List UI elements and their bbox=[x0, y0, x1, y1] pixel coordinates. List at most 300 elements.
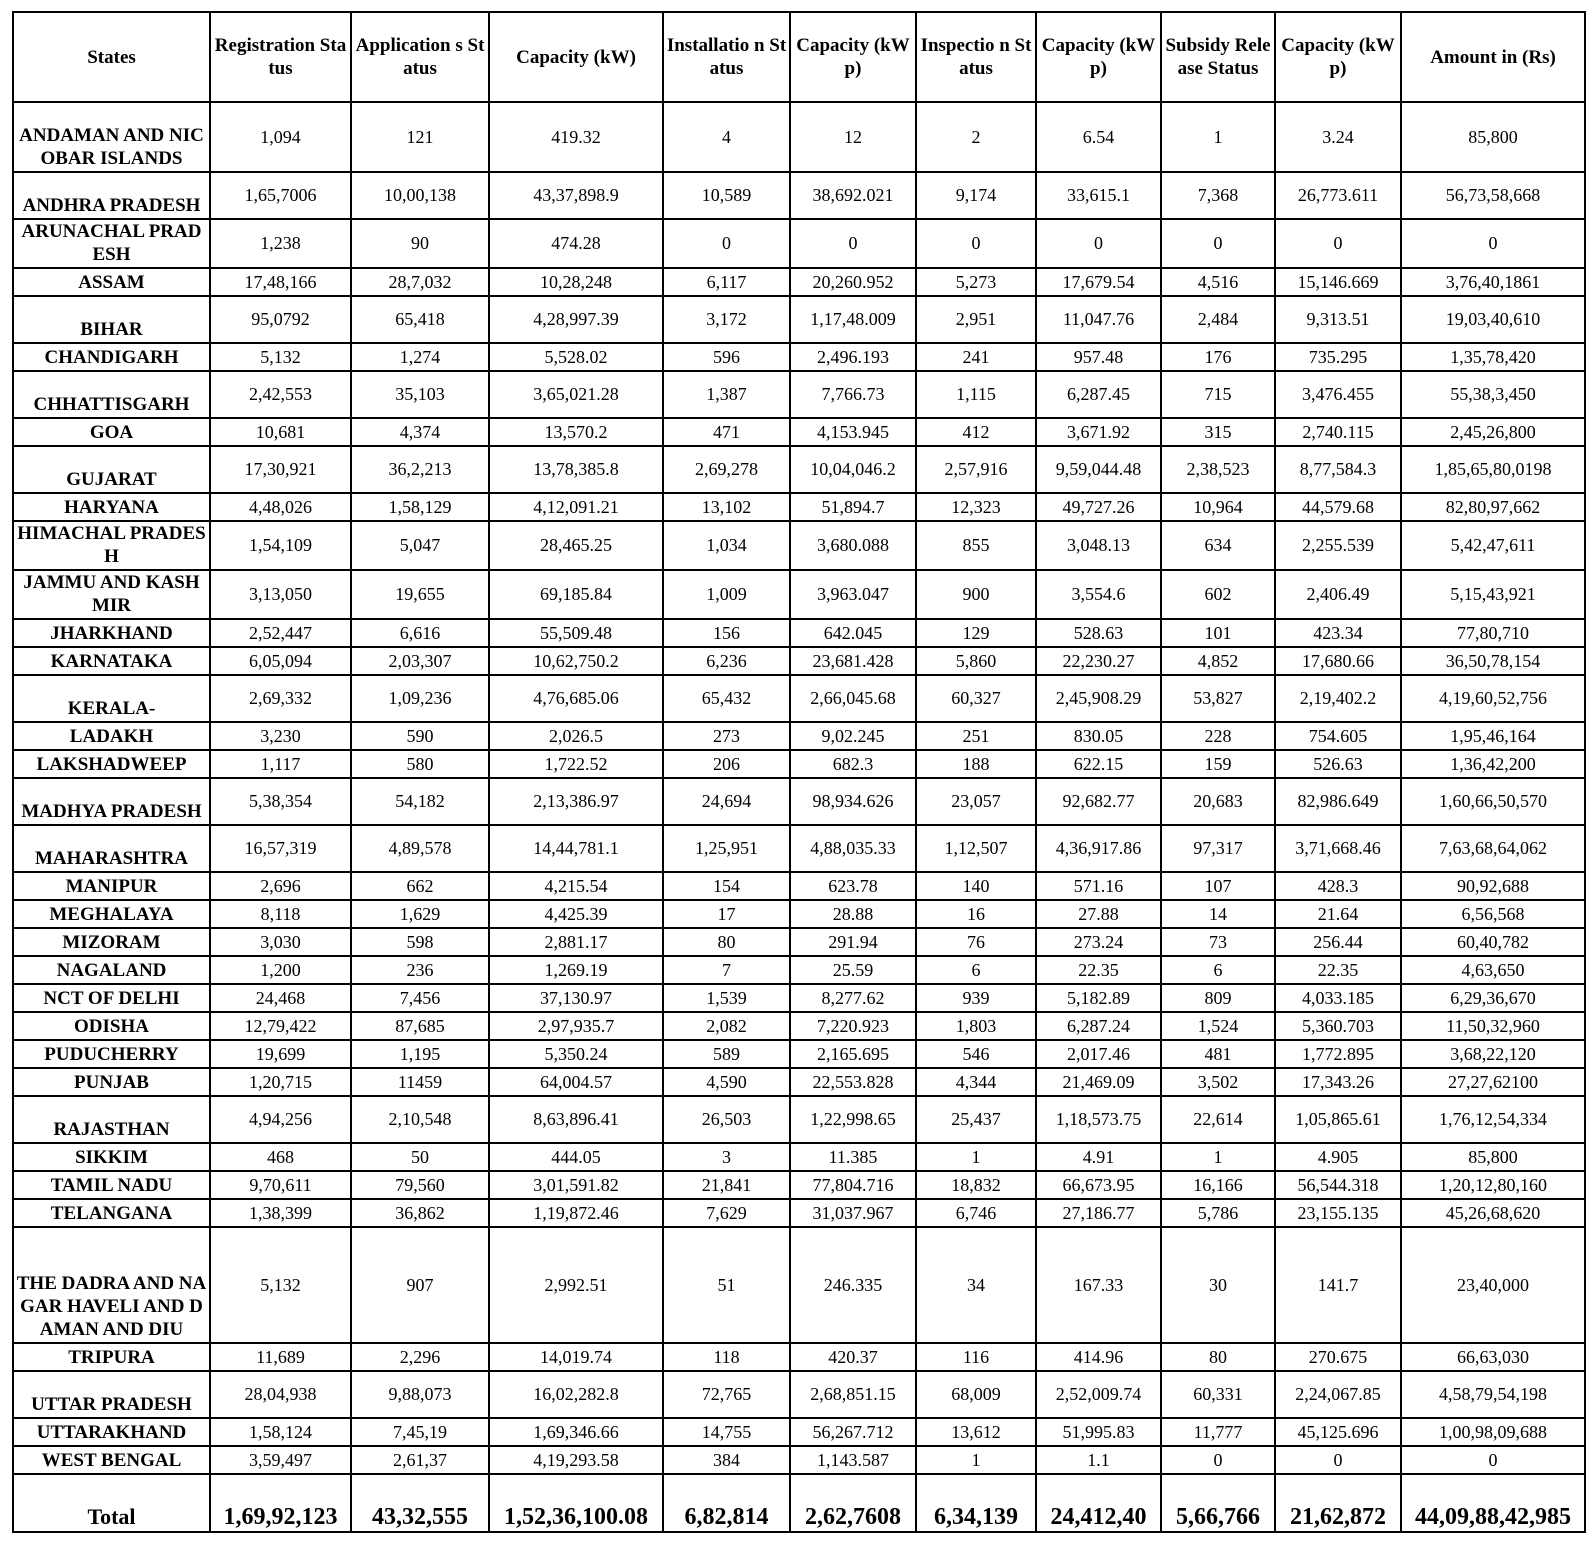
cell-subsidy: 97,317 bbox=[1161, 825, 1275, 872]
cell-applications: 907 bbox=[351, 1227, 489, 1343]
cell-inspection-capacity: 622.15 bbox=[1036, 750, 1161, 778]
cell-capacity-kw: 444.05 bbox=[489, 1143, 663, 1171]
cell-inspection-capacity: 6,287.24 bbox=[1036, 1012, 1161, 1040]
cell-subsidy-capacity: 5,360.703 bbox=[1275, 1012, 1401, 1040]
cell-installation-capacity: 3,680.088 bbox=[790, 521, 916, 570]
cell-subsidy-capacity: 2,406.49 bbox=[1275, 570, 1401, 619]
cell-subsidy-capacity: 2,740.115 bbox=[1275, 418, 1401, 446]
cell-inspection-capacity: 528.63 bbox=[1036, 619, 1161, 647]
cell-capacity-kw: 3,01,591.82 bbox=[489, 1171, 663, 1199]
cell-amount: 85,800 bbox=[1401, 1143, 1585, 1171]
cell-subsidy: 481 bbox=[1161, 1040, 1275, 1068]
total-cell-applications: 43,32,555 bbox=[351, 1474, 489, 1532]
cell-capacity-kw: 5,528.02 bbox=[489, 343, 663, 371]
cell-subsidy-capacity: 3,476.455 bbox=[1275, 371, 1401, 418]
table-row bbox=[13, 172, 1585, 219]
cell-subsidy-capacity: 21.64 bbox=[1275, 900, 1401, 928]
table-row bbox=[13, 1446, 1585, 1474]
cell-amount: 4,19,60,52,756 bbox=[1401, 675, 1585, 722]
cell-installation: 154 bbox=[663, 872, 790, 900]
cell-subsidy-capacity: 526.63 bbox=[1275, 750, 1401, 778]
cell-applications: 65,418 bbox=[351, 296, 489, 343]
cell-applications: 4,374 bbox=[351, 418, 489, 446]
cell-inspection-capacity: 1,18,573.75 bbox=[1036, 1096, 1161, 1143]
cell-installation: 156 bbox=[663, 619, 790, 647]
cell-inspection: 241 bbox=[916, 343, 1036, 371]
cell-installation: 72,765 bbox=[663, 1371, 790, 1418]
cell-amount: 45,26,68,620 bbox=[1401, 1199, 1585, 1227]
cell-state: ODISHA bbox=[13, 1012, 210, 1040]
cell-registration: 1,58,124 bbox=[210, 1418, 351, 1446]
cell-registration: 5,38,354 bbox=[210, 778, 351, 825]
cell-installation-capacity: 51,894.7 bbox=[790, 493, 916, 521]
cell-capacity-kw: 14,44,781.1 bbox=[489, 825, 663, 872]
cell-subsidy: 0 bbox=[1161, 1446, 1275, 1474]
table-row bbox=[13, 418, 1585, 446]
cell-applications: 36,2,213 bbox=[351, 446, 489, 493]
cell-installation-capacity: 98,934.626 bbox=[790, 778, 916, 825]
cell-amount: 1,35,78,420 bbox=[1401, 343, 1585, 371]
cell-applications: 590 bbox=[351, 722, 489, 750]
cell-installation: 7,629 bbox=[663, 1199, 790, 1227]
state-solar-status-table bbox=[12, 11, 1586, 1533]
cell-installation-capacity: 12 bbox=[790, 102, 916, 172]
cell-subsidy-capacity: 2,19,402.2 bbox=[1275, 675, 1401, 722]
cell-inspection-capacity: 414.96 bbox=[1036, 1343, 1161, 1371]
cell-registration: 2,42,553 bbox=[210, 371, 351, 418]
cell-subsidy-capacity: 1,05,865.61 bbox=[1275, 1096, 1401, 1143]
cell-subsidy-capacity: 23,155.135 bbox=[1275, 1199, 1401, 1227]
cell-registration: 3,230 bbox=[210, 722, 351, 750]
cell-amount: 5,15,43,921 bbox=[1401, 570, 1585, 619]
cell-inspection: 4,344 bbox=[916, 1068, 1036, 1096]
table-row bbox=[13, 825, 1585, 872]
cell-installation-capacity: 1,143.587 bbox=[790, 1446, 916, 1474]
cell-registration: 6,05,094 bbox=[210, 647, 351, 675]
cell-state: GUJARAT bbox=[13, 446, 210, 493]
header-subsidy-capacity: Capacity (kWp) bbox=[1275, 12, 1401, 102]
cell-subsidy: 2,484 bbox=[1161, 296, 1275, 343]
cell-applications: 236 bbox=[351, 956, 489, 984]
cell-subsidy: 80 bbox=[1161, 1343, 1275, 1371]
cell-inspection-capacity: 830.05 bbox=[1036, 722, 1161, 750]
cell-registration: 3,13,050 bbox=[210, 570, 351, 619]
table-row bbox=[13, 872, 1585, 900]
table-row bbox=[13, 1040, 1585, 1068]
cell-inspection: 5,273 bbox=[916, 268, 1036, 296]
cell-installation-capacity: 31,037.967 bbox=[790, 1199, 916, 1227]
cell-subsidy: 101 bbox=[1161, 619, 1275, 647]
cell-registration: 1,20,715 bbox=[210, 1068, 351, 1096]
cell-inspection-capacity: 2,017.46 bbox=[1036, 1040, 1161, 1068]
data-table-container bbox=[12, 11, 1584, 1533]
cell-installation-capacity: 4,88,035.33 bbox=[790, 825, 916, 872]
cell-registration: 3,030 bbox=[210, 928, 351, 956]
cell-inspection: 1 bbox=[916, 1446, 1036, 1474]
cell-amount: 77,80,710 bbox=[1401, 619, 1585, 647]
cell-applications: 54,182 bbox=[351, 778, 489, 825]
cell-installation-capacity: 623.78 bbox=[790, 872, 916, 900]
cell-registration: 1,094 bbox=[210, 102, 351, 172]
cell-subsidy: 0 bbox=[1161, 219, 1275, 268]
cell-inspection-capacity: 3,554.6 bbox=[1036, 570, 1161, 619]
cell-subsidy-capacity: 141.7 bbox=[1275, 1227, 1401, 1343]
cell-subsidy: 107 bbox=[1161, 872, 1275, 900]
cell-installation-capacity: 7,220.923 bbox=[790, 1012, 916, 1040]
table-row bbox=[13, 102, 1585, 172]
cell-registration: 24,468 bbox=[210, 984, 351, 1012]
cell-subsidy: 1 bbox=[1161, 1143, 1275, 1171]
cell-applications: 4,89,578 bbox=[351, 825, 489, 872]
cell-state: JHARKHAND bbox=[13, 619, 210, 647]
cell-inspection-capacity: 4.91 bbox=[1036, 1143, 1161, 1171]
cell-capacity-kw: 64,004.57 bbox=[489, 1068, 663, 1096]
cell-applications: 5,047 bbox=[351, 521, 489, 570]
table-row bbox=[13, 296, 1585, 343]
cell-registration: 4,94,256 bbox=[210, 1096, 351, 1143]
cell-amount: 90,92,688 bbox=[1401, 872, 1585, 900]
cell-inspection-capacity: 17,679.54 bbox=[1036, 268, 1161, 296]
cell-subsidy: 809 bbox=[1161, 984, 1275, 1012]
table-row bbox=[13, 1227, 1585, 1343]
cell-state: ANDAMAN AND NICOBAR ISLANDS bbox=[13, 102, 210, 172]
table-row bbox=[13, 570, 1585, 619]
cell-subsidy: 159 bbox=[1161, 750, 1275, 778]
cell-inspection: 76 bbox=[916, 928, 1036, 956]
cell-installation: 1,034 bbox=[663, 521, 790, 570]
cell-inspection-capacity: 2,45,908.29 bbox=[1036, 675, 1161, 722]
cell-subsidy-capacity: 8,77,584.3 bbox=[1275, 446, 1401, 493]
cell-subsidy-capacity: 17,343.26 bbox=[1275, 1068, 1401, 1096]
cell-inspection: 1,115 bbox=[916, 371, 1036, 418]
table-row bbox=[13, 1199, 1585, 1227]
cell-installation-capacity: 20,260.952 bbox=[790, 268, 916, 296]
cell-state: GOA bbox=[13, 418, 210, 446]
cell-state: HARYANA bbox=[13, 493, 210, 521]
cell-state: ARUNACHAL PRADESH bbox=[13, 219, 210, 268]
cell-capacity-kw: 2,881.17 bbox=[489, 928, 663, 956]
cell-applications: 11459 bbox=[351, 1068, 489, 1096]
cell-subsidy: 634 bbox=[1161, 521, 1275, 570]
cell-inspection-capacity: 957.48 bbox=[1036, 343, 1161, 371]
cell-capacity-kw: 1,69,346.66 bbox=[489, 1418, 663, 1446]
cell-subsidy: 11,777 bbox=[1161, 1418, 1275, 1446]
cell-registration: 17,48,166 bbox=[210, 268, 351, 296]
cell-installation: 4 bbox=[663, 102, 790, 172]
table-row bbox=[13, 521, 1585, 570]
cell-subsidy-capacity: 2,255.539 bbox=[1275, 521, 1401, 570]
header-installation-status: Installatio n Status bbox=[663, 12, 790, 102]
cell-subsidy-capacity: 26,773.611 bbox=[1275, 172, 1401, 219]
cell-subsidy: 715 bbox=[1161, 371, 1275, 418]
cell-registration: 5,132 bbox=[210, 1227, 351, 1343]
cell-amount: 36,50,78,154 bbox=[1401, 647, 1585, 675]
cell-amount: 1,20,12,80,160 bbox=[1401, 1171, 1585, 1199]
cell-applications: 87,685 bbox=[351, 1012, 489, 1040]
cell-applications: 2,296 bbox=[351, 1343, 489, 1371]
total-cell-amount: 44,09,88,42,985 bbox=[1401, 1474, 1585, 1532]
cell-capacity-kw: 2,026.5 bbox=[489, 722, 663, 750]
cell-installation: 17 bbox=[663, 900, 790, 928]
cell-capacity-kw: 474.28 bbox=[489, 219, 663, 268]
cell-capacity-kw: 43,37,898.9 bbox=[489, 172, 663, 219]
cell-subsidy-capacity: 423.34 bbox=[1275, 619, 1401, 647]
cell-subsidy-capacity: 754.605 bbox=[1275, 722, 1401, 750]
cell-state: CHANDIGARH bbox=[13, 343, 210, 371]
cell-subsidy: 176 bbox=[1161, 343, 1275, 371]
cell-installation: 1,25,951 bbox=[663, 825, 790, 872]
cell-amount: 6,56,568 bbox=[1401, 900, 1585, 928]
cell-applications: 580 bbox=[351, 750, 489, 778]
cell-applications: 1,09,236 bbox=[351, 675, 489, 722]
cell-subsidy-capacity: 428.3 bbox=[1275, 872, 1401, 900]
cell-inspection-capacity: 49,727.26 bbox=[1036, 493, 1161, 521]
cell-state: NCT OF DELHI bbox=[13, 984, 210, 1012]
cell-installation: 10,589 bbox=[663, 172, 790, 219]
cell-inspection: 900 bbox=[916, 570, 1036, 619]
cell-amount: 82,80,97,662 bbox=[1401, 493, 1585, 521]
table-row bbox=[13, 750, 1585, 778]
cell-amount: 60,40,782 bbox=[1401, 928, 1585, 956]
table-row bbox=[13, 1343, 1585, 1371]
cell-inspection: 0 bbox=[916, 219, 1036, 268]
cell-installation-capacity: 2,165.695 bbox=[790, 1040, 916, 1068]
cell-subsidy-capacity: 4.905 bbox=[1275, 1143, 1401, 1171]
cell-state: UTTAR PRADESH bbox=[13, 1371, 210, 1418]
cell-installation: 3 bbox=[663, 1143, 790, 1171]
cell-capacity-kw: 2,13,386.97 bbox=[489, 778, 663, 825]
cell-installation-capacity: 0 bbox=[790, 219, 916, 268]
cell-amount: 1,85,65,80,0198 bbox=[1401, 446, 1585, 493]
cell-installation-capacity: 77,804.716 bbox=[790, 1171, 916, 1199]
cell-subsidy-capacity: 0 bbox=[1275, 1446, 1401, 1474]
cell-inspection: 2 bbox=[916, 102, 1036, 172]
cell-capacity-kw: 419.32 bbox=[489, 102, 663, 172]
cell-inspection: 25,437 bbox=[916, 1096, 1036, 1143]
cell-amount: 11,50,32,960 bbox=[1401, 1012, 1585, 1040]
cell-inspection-capacity: 9,59,044.48 bbox=[1036, 446, 1161, 493]
cell-subsidy-capacity: 9,313.51 bbox=[1275, 296, 1401, 343]
cell-inspection: 251 bbox=[916, 722, 1036, 750]
total-cell-installation-capacity: 2,62,7608 bbox=[790, 1474, 916, 1532]
cell-installation-capacity: 11.385 bbox=[790, 1143, 916, 1171]
cell-state: BIHAR bbox=[13, 296, 210, 343]
header-amount-rs: Amount in (Rs) bbox=[1401, 12, 1585, 102]
cell-installation-capacity: 9,02.245 bbox=[790, 722, 916, 750]
cell-installation: 7 bbox=[663, 956, 790, 984]
cell-subsidy: 7,368 bbox=[1161, 172, 1275, 219]
cell-installation: 21,841 bbox=[663, 1171, 790, 1199]
cell-state: THE DADRA AND NAGAR HAVELI AND DAMAN AND DIU bbox=[13, 1227, 210, 1343]
cell-installation: 471 bbox=[663, 418, 790, 446]
table-row bbox=[13, 928, 1585, 956]
cell-registration: 468 bbox=[210, 1143, 351, 1171]
cell-amount: 4,63,650 bbox=[1401, 956, 1585, 984]
cell-inspection: 34 bbox=[916, 1227, 1036, 1343]
cell-subsidy-capacity: 0 bbox=[1275, 219, 1401, 268]
cell-installation: 3,172 bbox=[663, 296, 790, 343]
cell-inspection: 546 bbox=[916, 1040, 1036, 1068]
cell-registration: 1,117 bbox=[210, 750, 351, 778]
cell-state: MIZORAM bbox=[13, 928, 210, 956]
cell-inspection: 16 bbox=[916, 900, 1036, 928]
table-row bbox=[13, 1143, 1585, 1171]
cell-amount: 4,58,79,54,198 bbox=[1401, 1371, 1585, 1418]
cell-state: NAGALAND bbox=[13, 956, 210, 984]
cell-applications: 10,00,138 bbox=[351, 172, 489, 219]
cell-state: UTTARAKHAND bbox=[13, 1418, 210, 1446]
cell-installation: 80 bbox=[663, 928, 790, 956]
cell-capacity-kw: 13,78,385.8 bbox=[489, 446, 663, 493]
cell-capacity-kw: 14,019.74 bbox=[489, 1343, 663, 1371]
cell-applications: 90 bbox=[351, 219, 489, 268]
cell-capacity-kw: 28,465.25 bbox=[489, 521, 663, 570]
cell-capacity-kw: 1,19,872.46 bbox=[489, 1199, 663, 1227]
cell-subsidy: 30 bbox=[1161, 1227, 1275, 1343]
cell-capacity-kw: 10,28,248 bbox=[489, 268, 663, 296]
cell-registration: 5,132 bbox=[210, 343, 351, 371]
cell-registration: 3,59,497 bbox=[210, 1446, 351, 1474]
cell-subsidy: 73 bbox=[1161, 928, 1275, 956]
cell-installation-capacity: 3,963.047 bbox=[790, 570, 916, 619]
cell-state: SIKKIM bbox=[13, 1143, 210, 1171]
cell-subsidy: 228 bbox=[1161, 722, 1275, 750]
cell-capacity-kw: 3,65,021.28 bbox=[489, 371, 663, 418]
cell-capacity-kw: 1,269.19 bbox=[489, 956, 663, 984]
cell-applications: 2,10,548 bbox=[351, 1096, 489, 1143]
cell-amount: 1,95,46,164 bbox=[1401, 722, 1585, 750]
cell-subsidy-capacity: 2,24,067.85 bbox=[1275, 1371, 1401, 1418]
cell-amount: 5,42,47,611 bbox=[1401, 521, 1585, 570]
cell-capacity-kw: 4,76,685.06 bbox=[489, 675, 663, 722]
cell-applications: 1,58,129 bbox=[351, 493, 489, 521]
cell-inspection-capacity: 6.54 bbox=[1036, 102, 1161, 172]
cell-installation: 4,590 bbox=[663, 1068, 790, 1096]
cell-capacity-kw: 55,509.48 bbox=[489, 619, 663, 647]
cell-applications: 9,88,073 bbox=[351, 1371, 489, 1418]
cell-applications: 19,655 bbox=[351, 570, 489, 619]
table-row bbox=[13, 219, 1585, 268]
cell-installation-capacity: 420.37 bbox=[790, 1343, 916, 1371]
cell-subsidy: 2,38,523 bbox=[1161, 446, 1275, 493]
cell-subsidy-capacity: 1,772.895 bbox=[1275, 1040, 1401, 1068]
table-row bbox=[13, 268, 1585, 296]
header-states: States bbox=[13, 12, 210, 102]
cell-registration: 2,52,447 bbox=[210, 619, 351, 647]
table-body bbox=[13, 102, 1585, 1532]
cell-inspection-capacity: 22,230.27 bbox=[1036, 647, 1161, 675]
cell-inspection: 412 bbox=[916, 418, 1036, 446]
cell-inspection: 9,174 bbox=[916, 172, 1036, 219]
cell-subsidy: 602 bbox=[1161, 570, 1275, 619]
header-row bbox=[13, 12, 1585, 102]
cell-installation-capacity: 23,681.428 bbox=[790, 647, 916, 675]
cell-subsidy-capacity: 45,125.696 bbox=[1275, 1418, 1401, 1446]
cell-subsidy: 60,331 bbox=[1161, 1371, 1275, 1418]
header-capacity-kw: Capacity (kW) bbox=[489, 12, 663, 102]
cell-inspection: 6,746 bbox=[916, 1199, 1036, 1227]
cell-subsidy-capacity: 15,146.669 bbox=[1275, 268, 1401, 296]
cell-inspection-capacity: 27,186.77 bbox=[1036, 1199, 1161, 1227]
cell-inspection-capacity: 2,52,009.74 bbox=[1036, 1371, 1161, 1418]
cell-amount: 66,63,030 bbox=[1401, 1343, 1585, 1371]
header-inspection-capacity: Capacity (kWp) bbox=[1036, 12, 1161, 102]
cell-installation: 596 bbox=[663, 343, 790, 371]
cell-inspection-capacity: 167.33 bbox=[1036, 1227, 1161, 1343]
cell-subsidy-capacity: 82,986.649 bbox=[1275, 778, 1401, 825]
cell-capacity-kw: 8,63,896.41 bbox=[489, 1096, 663, 1143]
cell-state: HIMACHAL PRADESH bbox=[13, 521, 210, 570]
cell-inspection-capacity: 273.24 bbox=[1036, 928, 1161, 956]
cell-installation-capacity: 291.94 bbox=[790, 928, 916, 956]
cell-capacity-kw: 4,215.54 bbox=[489, 872, 663, 900]
cell-inspection-capacity: 21,469.09 bbox=[1036, 1068, 1161, 1096]
cell-inspection-capacity: 4,36,917.86 bbox=[1036, 825, 1161, 872]
cell-subsidy: 20,683 bbox=[1161, 778, 1275, 825]
cell-state: ANDHRA PRADESH bbox=[13, 172, 210, 219]
cell-inspection: 18,832 bbox=[916, 1171, 1036, 1199]
total-cell-subsidy-capacity: 21,62,872 bbox=[1275, 1474, 1401, 1532]
cell-installation: 1,539 bbox=[663, 984, 790, 1012]
cell-registration: 28,04,938 bbox=[210, 1371, 351, 1418]
cell-subsidy: 3,502 bbox=[1161, 1068, 1275, 1096]
table-row bbox=[13, 984, 1585, 1012]
cell-capacity-kw: 5,350.24 bbox=[489, 1040, 663, 1068]
cell-registration: 10,681 bbox=[210, 418, 351, 446]
cell-subsidy-capacity: 17,680.66 bbox=[1275, 647, 1401, 675]
cell-inspection-capacity: 3,671.92 bbox=[1036, 418, 1161, 446]
cell-state: MANIPUR bbox=[13, 872, 210, 900]
table-row bbox=[13, 1371, 1585, 1418]
cell-state: CHHATTISGARH bbox=[13, 371, 210, 418]
cell-applications: 2,61,37 bbox=[351, 1446, 489, 1474]
total-cell-state: Total bbox=[13, 1474, 210, 1532]
cell-amount: 56,73,58,668 bbox=[1401, 172, 1585, 219]
cell-installation: 24,694 bbox=[663, 778, 790, 825]
header-subsidy-release-status: Subsidy Release Status bbox=[1161, 12, 1275, 102]
cell-installation: 6,117 bbox=[663, 268, 790, 296]
table-row bbox=[13, 722, 1585, 750]
cell-inspection-capacity: 51,995.83 bbox=[1036, 1418, 1161, 1446]
cell-subsidy-capacity: 735.295 bbox=[1275, 343, 1401, 371]
cell-registration: 8,118 bbox=[210, 900, 351, 928]
cell-registration: 4,48,026 bbox=[210, 493, 351, 521]
cell-installation: 1,387 bbox=[663, 371, 790, 418]
cell-inspection: 116 bbox=[916, 1343, 1036, 1371]
cell-registration: 1,54,109 bbox=[210, 521, 351, 570]
cell-installation: 118 bbox=[663, 1343, 790, 1371]
cell-subsidy-capacity: 3.24 bbox=[1275, 102, 1401, 172]
cell-subsidy-capacity: 256.44 bbox=[1275, 928, 1401, 956]
header-inspection-status: Inspectio n Status bbox=[916, 12, 1036, 102]
cell-inspection-capacity: 571.16 bbox=[1036, 872, 1161, 900]
cell-installation: 206 bbox=[663, 750, 790, 778]
cell-applications: 2,03,307 bbox=[351, 647, 489, 675]
cell-inspection-capacity: 3,048.13 bbox=[1036, 521, 1161, 570]
cell-installation: 2,69,278 bbox=[663, 446, 790, 493]
cell-capacity-kw: 10,62,750.2 bbox=[489, 647, 663, 675]
cell-registration: 17,30,921 bbox=[210, 446, 351, 493]
cell-installation-capacity: 246.335 bbox=[790, 1227, 916, 1343]
cell-state: MEGHALAYA bbox=[13, 900, 210, 928]
cell-subsidy: 1 bbox=[1161, 102, 1275, 172]
cell-inspection: 140 bbox=[916, 872, 1036, 900]
table-row bbox=[13, 1068, 1585, 1096]
cell-installation-capacity: 8,277.62 bbox=[790, 984, 916, 1012]
table-row bbox=[13, 675, 1585, 722]
cell-inspection: 6 bbox=[916, 956, 1036, 984]
cell-installation-capacity: 2,496.193 bbox=[790, 343, 916, 371]
